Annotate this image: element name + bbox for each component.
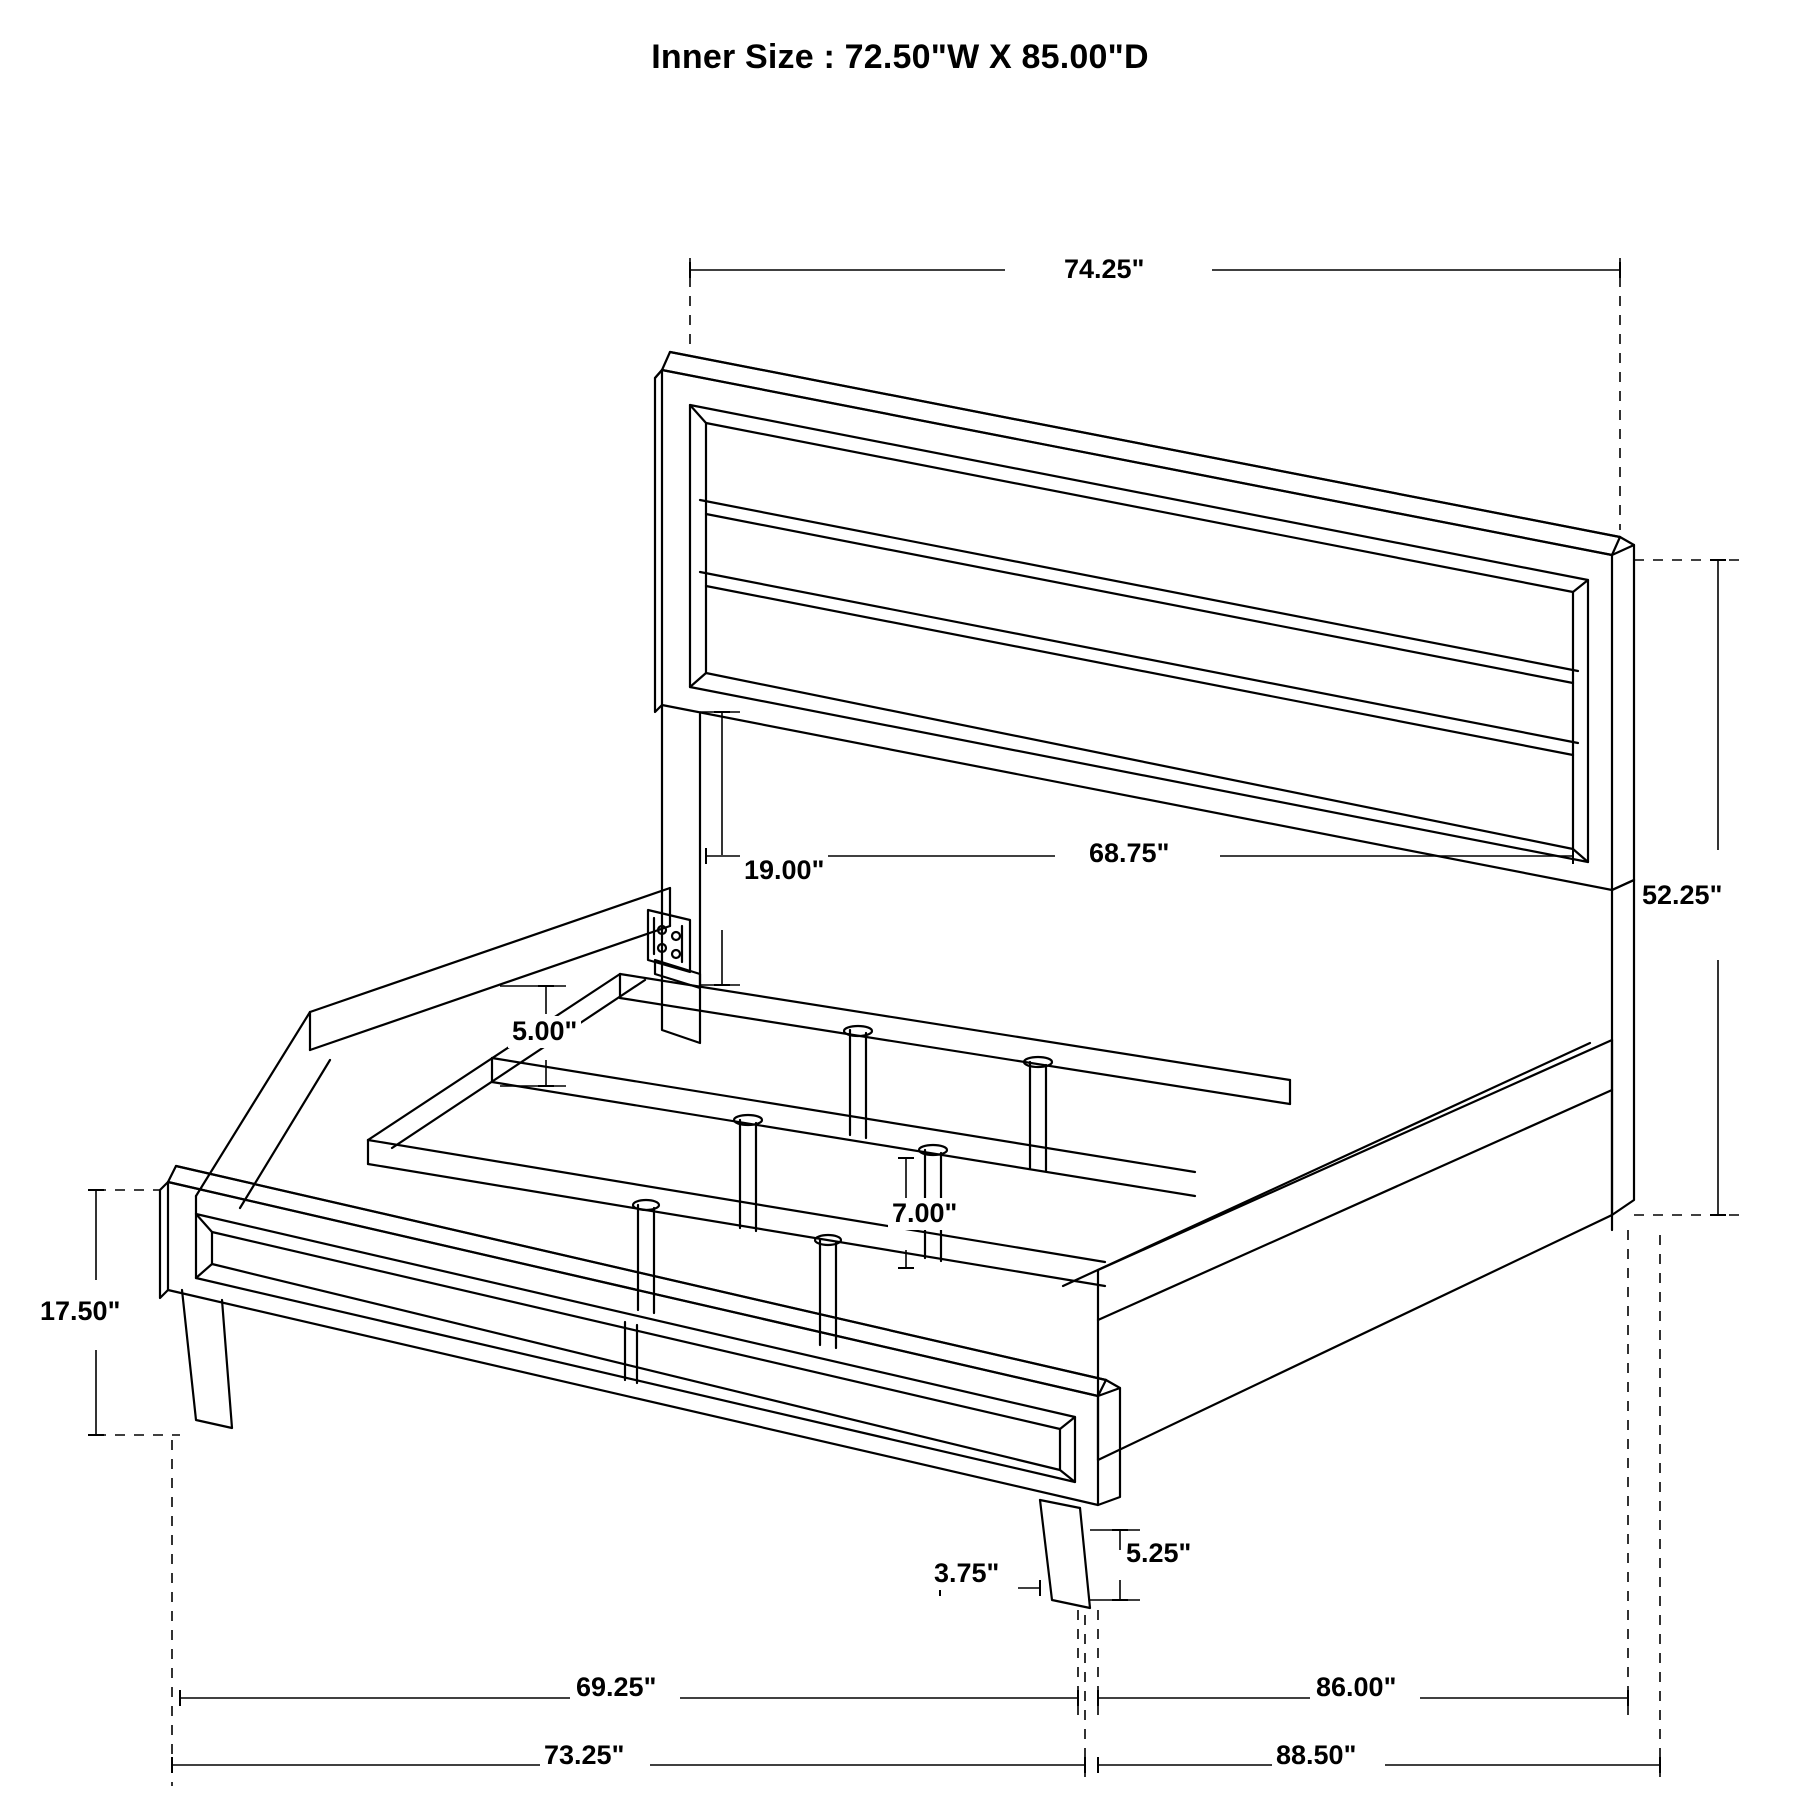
dim-slat-support-height: 7.00" — [888, 1198, 961, 1230]
dim-headboard-height: 52.25" — [1638, 880, 1726, 912]
dim-headboard-width-top: 74.25" — [1060, 254, 1148, 286]
dim-bed-length-outer: 88.50" — [1272, 1740, 1360, 1772]
dim-footboard-outer-width: 73.25" — [540, 1740, 628, 1772]
page-title: Inner Size : 72.50"W X 85.00"D — [651, 38, 1149, 76]
dim-leg-height: 5.25" — [1122, 1538, 1195, 1570]
dim-headboard-panel-width: 68.75" — [1085, 838, 1173, 870]
dim-footboard-inner-width: 69.25" — [572, 1672, 660, 1704]
dim-headboard-clearance: 19.00" — [740, 855, 828, 887]
dim-bed-length-inner: 86.00" — [1312, 1672, 1400, 1704]
dim-side-rail-height: 5.00" — [508, 1016, 581, 1048]
dim-leg-offset: 3.75" — [930, 1558, 1003, 1590]
dim-footboard-height: 17.50" — [36, 1296, 124, 1328]
